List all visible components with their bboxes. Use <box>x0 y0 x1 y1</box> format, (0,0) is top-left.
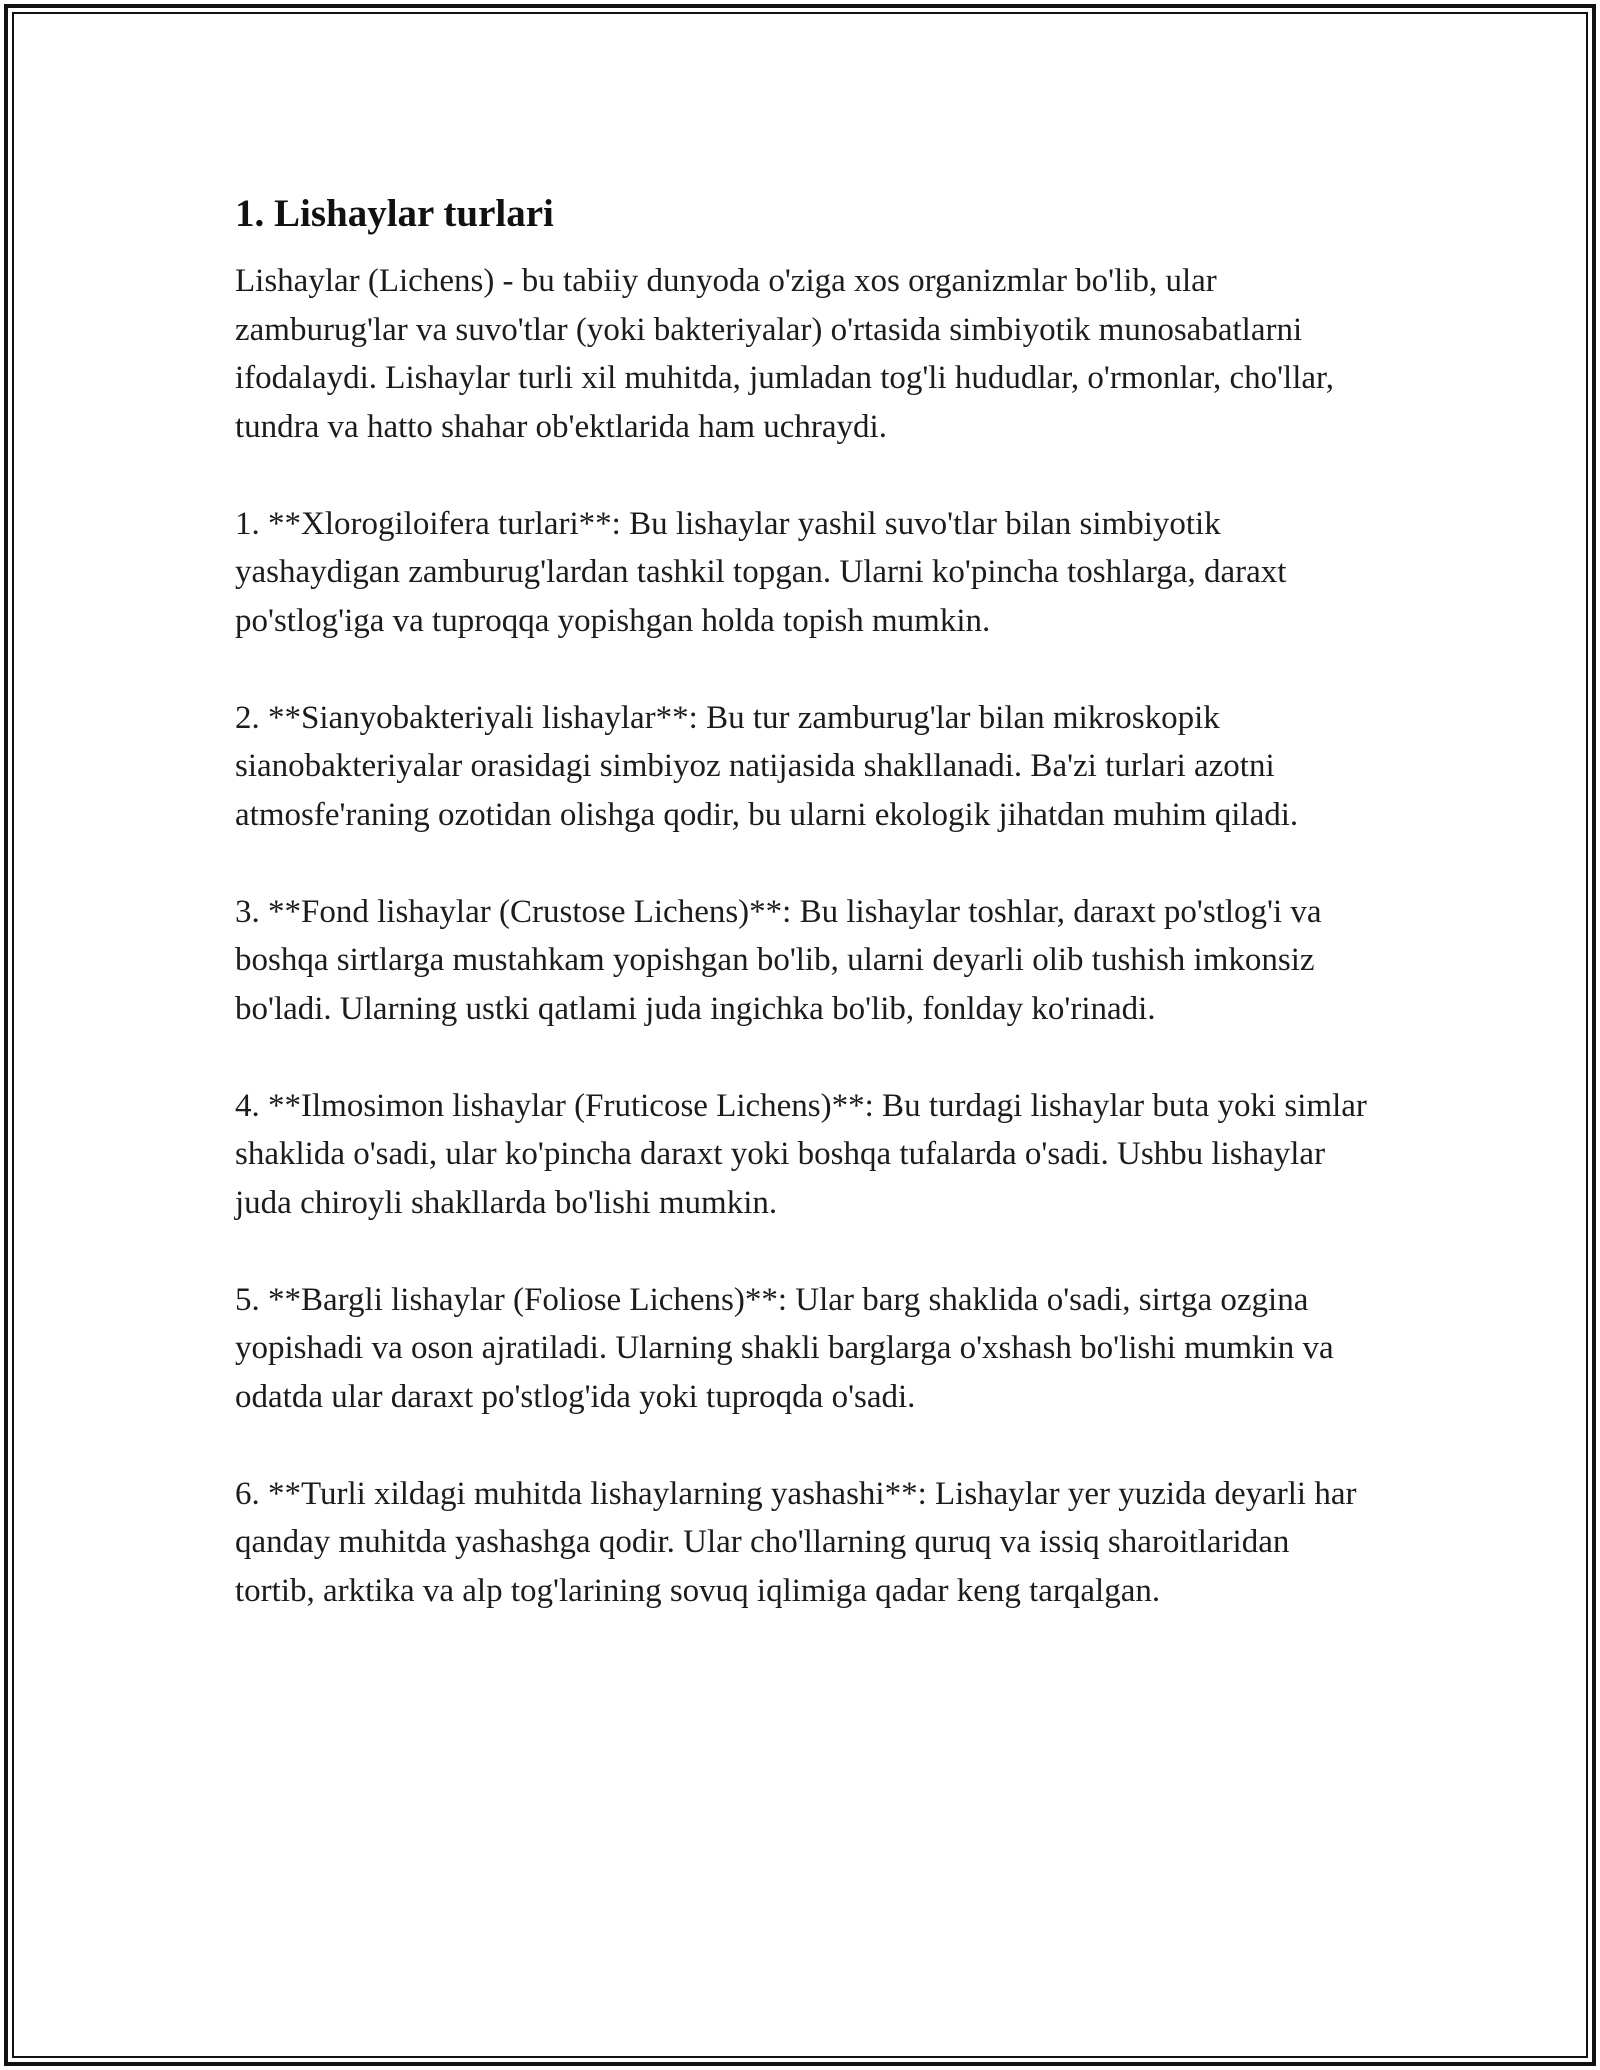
list-item-5: 5. **Bargli lishaylar (Foliose Lichens)**: Ular barg shaklida o'sadi, sirtga ozgina yopishadi va oson ajratiladi. Ularning shakli barglarga o'xshash bo'lishi mumkin va odatda ular daraxt po'stlog'ida yoki tuproqda o'sadi. <box>235 1281 1334 1415</box>
section-heading: 1. Lishaylar turlari <box>235 192 554 235</box>
list-item-4: 4. **Ilmosimon lishaylar (Fruticose Lichens)**: Bu turdagi lishaylar buta yoki simlar shaklida o'sadi, ular ko'pincha daraxt yoki boshqa tufalarda o'sadi. Ushbu lishaylar juda chiroyli shakllarda bo'lishi mumkin. <box>235 1087 1367 1221</box>
list-item-1: 1. **Xlorogiloifera turlari**: Bu lishaylar yashil suvo'tlar bilan simbiyotik yashaydigan zamburug'lardan tashkil topgan. Ularni ko'pincha toshlarga, daraxt po'stlog'iga va tuproqqa yopishgan holda topish mumkin. <box>235 505 1287 639</box>
document-body <box>235 186 1375 1615</box>
list-item-6: 6. **Turli xildagi muhitda lishaylarning yashashi**: Lishaylar yer yuzida deyarli har qanday muhitda yashashga qodir. Ular cho'llarning quruq va issiq sharoitlaridan tortib, arktika va alp tog'larining sovuq iqlimiga qadar keng tarqalgan. <box>235 1475 1357 1609</box>
list-item-2: 2. **Sianyobakteriyali lishaylar**: Bu tur zamburug'lar bilan mikroskopik sianobakteriyalar orasidagi simbiyoz natijasida shakllanadi. Ba'zi turlari azotni atmosfe'raning ozotidan olishga qodir, bu ularni ekologik jihatdan muhim qiladi. <box>235 699 1299 833</box>
list-item-3: 3. **Fond lishaylar (Crustose Lichens)**: Bu lishaylar toshlar, daraxt po'stlog'i va boshqa sirtlarga mustahkam yopishgan bo'lib, ularni deyarli olib tushish imkonsiz bo'ladi. Ularning ustki qatlami juda ingichka bo'lib, fonlday ko'rinadi. <box>235 893 1322 1027</box>
intro-paragraph: Lishaylar (Lichens) - bu tabiiy dunyoda o'ziga xos organizmlar bo'lib, ular zamburug'lar va suvo'tlar (yoki bakteriyalar) o'rtasida simbiyotik munosabatlarni ifodalaydi. Lishaylar turli xil muhitda, jumladan tog'li hududlar, o'rmonlar, cho'llar, tundra va hatto shahar ob'ektlarida ham uchraydi. <box>235 263 1334 445</box>
